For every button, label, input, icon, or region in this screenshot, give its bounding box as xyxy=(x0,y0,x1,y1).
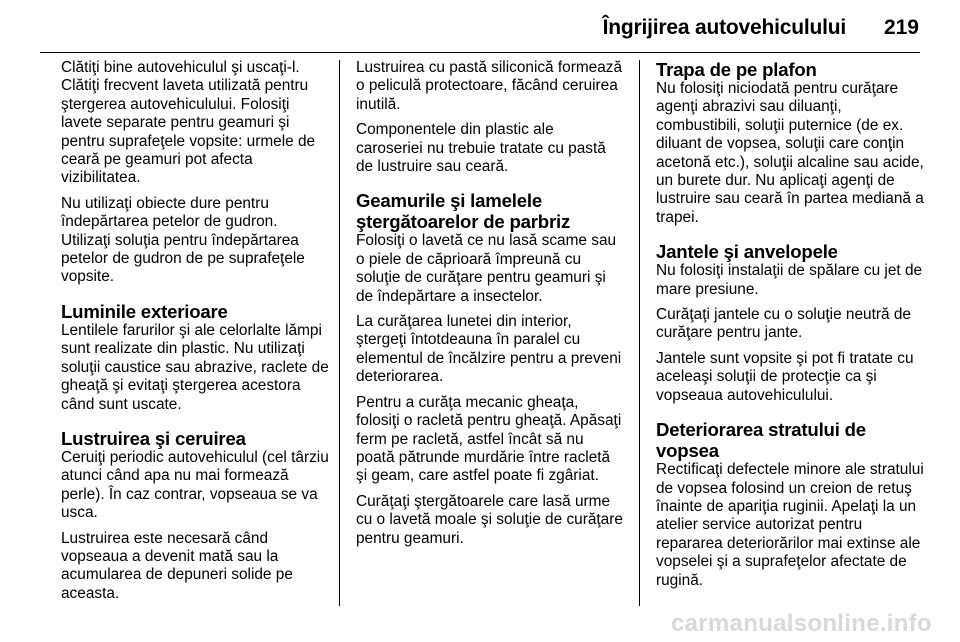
column-divider xyxy=(339,60,340,606)
paragraph: Jantele sunt vopsite şi pot fi tratate cu aceleaşi soluţii de protecţie ca şi vopseaua autovehiculului. xyxy=(656,349,914,404)
paragraph: Lustruirea este necesară când vopseaua a devenit mată sau la acumularea de depuneri solide pe aceasta. xyxy=(61,529,293,602)
paragraph: Nu folosiţi niciodată pentru curăţare agenţi abrazivi sau diluanţi, combustibili, soluţii puternice (de ex. diluant de vopsea, soluţii care conţin acetonă etc.), soluţii alcaline sau acide, un burete dur. Nu aplicaţi agenţi de lustruire sau ceară în partea mediană a trapei. xyxy=(656,80,924,226)
section-heading: Deteriorarea stratului de vopsea xyxy=(656,419,866,462)
section-heading: Jantele şi anvelopele xyxy=(656,241,838,263)
paragraph: Nu folosiţi instalaţii de spălare cu jet de mare presiune. xyxy=(656,262,923,298)
column-1 xyxy=(61,59,329,610)
paragraph: Pentru a curăţa mecanic gheaţa, folosiţi o racletă pentru gheaţă. Apăsaţi ferm pe racletă, astfel încât să nu poată pătrunde murdărie între racletă şi geam, care astfel poate fi zgâriat. xyxy=(356,393,622,485)
paragraph: Lentilele farurilor şi ale celorlalte lămpi sunt realizate din plastic. Nu utilizaţi soluţii caustice sau abrazive, raclete de gheaţă şi evitaţi ştergerea acestora când sunt uscate. xyxy=(61,321,329,413)
paragraph: Componentele din plastic ale caroseriei nu trebuie tratate cu pastă de lustruire sau ceară. xyxy=(356,121,606,176)
section-exterior-lights xyxy=(61,301,329,414)
column-3 xyxy=(656,59,924,597)
section-sunroof xyxy=(656,59,924,227)
paragraph: Rectificaţi defectele minore ale stratului de vopsea folosind un creion de retuş înainte de apariţia ruginii. Apelaţi la un atelier service autorizat pentru repararea deteriorărilor mai extinse ale vopselei şi a suprafeţelor afectate de rugină. xyxy=(656,461,924,589)
column-divider xyxy=(639,60,640,606)
paragraph: Nu utilizaţi obiecte dure pentru îndepărtarea petelor de gudron. Utilizaţi soluţia pentru îndepărtarea petelor de gudron de pe suprafeţele vopsite. xyxy=(61,194,305,286)
paragraph: Folosiţi o lavetă ce nu lasă scame sau o piele de căprioară împreună cu soluţie de curăţare pentru geamuri şi de îndepărtare a insectelor. xyxy=(356,232,617,305)
section-heading: Trapa de pe plafon xyxy=(656,59,817,80)
section-windows-wipers xyxy=(356,190,624,548)
section-paint-damage xyxy=(656,419,924,590)
paragraph: Ceruiţi periodic autovehiculul (cel târziu atunci când apa nu mai formează perle). În caz contrar, vopseaua se va usca. xyxy=(61,448,329,522)
section-heading: Lustruirea şi ceruirea xyxy=(61,427,246,449)
header-divider xyxy=(40,52,920,53)
column-2 xyxy=(356,59,624,555)
section-heading: Geamurile şi lamelele ştergătoarelor de parbriz xyxy=(356,190,571,233)
section-heading: Luminile exterioare xyxy=(61,300,228,322)
page-title: Îngrijirea autovehiculului xyxy=(602,16,846,39)
paragraph: Lustruirea cu pastă siliconică formează o peliculă protectoare, făcând ceruirea inutilă. xyxy=(356,59,623,113)
page-header xyxy=(0,0,960,52)
paragraph: La curăţarea lunetei din interior, ştergeţi întotdeauna în paralel cu elementul de încălzire pentru a preveni deteriorarea. xyxy=(356,313,622,386)
watermark: carmanualsonline.info xyxy=(670,610,932,637)
paragraph: Curăţaţi ştergătoarele care lasă urme cu o lavetă moale şi soluţie de curăţare pentru geamuri. xyxy=(356,492,623,547)
section-polishing-waxing xyxy=(61,428,329,603)
page-number: 219 xyxy=(883,16,919,39)
paragraph: Curăţaţi jantele cu o soluţie neutră de curăţare pentru jante. xyxy=(656,306,911,342)
paragraph: Clătiţi bine autovehiculul şi uscaţi-l. Clătiţi frecvent laveta utilizată pentru ştergerea autovehiculului. Folosiţi lavete separate pentru geamuri şi pentru suprafeţele vopsite: urmele de ceară pe geamuri pot afecta vizibilitatea. xyxy=(61,59,316,187)
section-wheels-tyres xyxy=(656,241,924,405)
